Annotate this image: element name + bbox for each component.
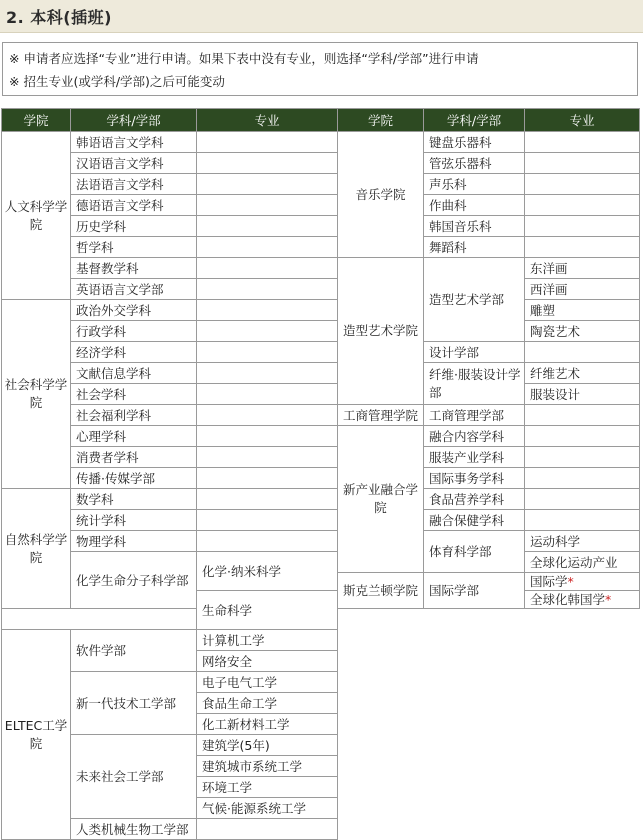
major-cell: 雕塑	[525, 300, 640, 321]
department-cell: 基督教学科	[71, 258, 197, 279]
major-cell	[197, 237, 338, 258]
department-cell: 文献信息学科	[71, 363, 197, 384]
major-cell	[197, 384, 338, 405]
major-cell	[197, 489, 338, 510]
major-cell	[197, 153, 338, 174]
header-major: 专业	[197, 109, 338, 132]
major-cell	[197, 426, 338, 447]
empty-area	[338, 630, 640, 840]
college-cell: 音乐学院	[338, 132, 424, 258]
major-cell	[525, 510, 640, 531]
major-cell: 运动科学	[525, 531, 640, 552]
table-row	[2, 426, 640, 447]
table-header-row	[2, 109, 640, 132]
department-cell: 韩国音乐科	[424, 216, 525, 237]
department-cell: 体育科学部	[424, 531, 525, 573]
table-row	[2, 258, 640, 279]
department-cell: 英语语言文学部	[71, 279, 197, 300]
department-cell: 经济学科	[71, 342, 197, 363]
college-cell: 造型艺术学院	[338, 258, 424, 405]
major-cell	[525, 426, 640, 447]
college-cell: 社会科学学院	[2, 300, 71, 489]
admissions-table	[1, 108, 640, 840]
major-cell	[197, 132, 338, 153]
section-title: 2. 本科(插班)	[6, 8, 112, 27]
department-cell: 物理学科	[71, 531, 197, 552]
major-cell: 全球化运动产业	[525, 552, 640, 573]
major-cell: 化学·纳米科学	[197, 552, 338, 591]
major-cell: 环境工学	[197, 777, 338, 798]
table-row	[2, 174, 640, 195]
department-cell: 人类机械生物工学部	[71, 819, 197, 840]
notice-line: ※ 招生专业(或学科/学部)之后可能变动	[9, 74, 225, 89]
table-row	[2, 153, 640, 174]
department-cell: 消费者学科	[71, 447, 197, 468]
department-cell: 舞蹈科	[424, 237, 525, 258]
table-row	[2, 510, 640, 531]
asterisk-mark: *	[605, 591, 612, 607]
department-cell: 设计学部	[424, 342, 525, 363]
major-cell	[197, 300, 338, 321]
table-row	[2, 237, 640, 258]
department-cell: 键盘乐器科	[424, 132, 525, 153]
major-cell: 服装设计	[525, 384, 640, 405]
major-cell	[197, 405, 338, 426]
header-college: 学院	[338, 109, 424, 132]
table-row	[2, 321, 640, 342]
table-row	[2, 279, 640, 300]
table-row	[2, 384, 640, 405]
department-cell: 韩语语言文学科	[71, 132, 197, 153]
table-row	[2, 468, 640, 489]
department-cell: 造型艺术学部	[424, 258, 525, 342]
department-cell: 服装产业学科	[424, 447, 525, 468]
department-cell: 国际事务学科	[424, 468, 525, 489]
department-cell: 管弦乐器科	[424, 153, 525, 174]
major-cell	[525, 216, 640, 237]
department-cell: 数学科	[71, 489, 197, 510]
major-cell	[197, 819, 338, 840]
major-cell: 东洋画	[525, 258, 640, 279]
header-major: 专业	[525, 109, 640, 132]
major-cell: 生命科学	[197, 591, 338, 630]
empty-area	[2, 609, 338, 630]
major-cell: 食品生命工学	[197, 693, 338, 714]
major-cell: 陶瓷艺术	[525, 321, 640, 342]
major-cell	[197, 468, 338, 489]
table-row	[2, 552, 640, 573]
college-cell: 人文科学学院	[2, 132, 71, 300]
department-cell: 作曲科	[424, 195, 525, 216]
department-cell: 新一代技术工学部	[71, 672, 197, 735]
major-cell	[197, 321, 338, 342]
major-cell	[525, 237, 640, 258]
college-cell: 自然科学学院	[2, 489, 71, 609]
department-cell: 统计学科	[71, 510, 197, 531]
department-cell: 历史学科	[71, 216, 197, 237]
major-cell	[197, 447, 338, 468]
major-cell	[197, 216, 338, 237]
major-cell	[197, 531, 338, 552]
department-cell: 声乐科	[424, 174, 525, 195]
major-cell: 纤维艺术	[525, 363, 640, 384]
table-row	[2, 132, 640, 153]
asterisk-mark: *	[567, 573, 574, 589]
department-cell: 汉语语言文学科	[71, 153, 197, 174]
department-cell: 心理学科	[71, 426, 197, 447]
major-cell	[525, 573, 640, 591]
department-cell: 社会福利学科	[71, 405, 197, 426]
department-cell: 工商管理学部	[424, 405, 525, 426]
department-cell: 传播·传媒学部	[71, 468, 197, 489]
department-cell: 法语语言文学科	[71, 174, 197, 195]
table-row	[2, 216, 640, 237]
department-cell: 融合内容学科	[424, 426, 525, 447]
notice-line: ※ 申请者应选择“专业”进行申请。如果下表中没有专业，则选择“学科/学部”进行申请	[9, 51, 479, 66]
major-cell	[197, 174, 338, 195]
department-cell: 食品营养学科	[424, 489, 525, 510]
department-cell: 社会学科	[71, 384, 197, 405]
department-cell: 哲学科	[71, 237, 197, 258]
major-cell	[525, 405, 640, 426]
department-cell: 融合保健学科	[424, 510, 525, 531]
major-cell	[525, 591, 640, 609]
table-row	[2, 195, 640, 216]
department-cell: 软件学部	[71, 630, 197, 672]
major-cell	[525, 132, 640, 153]
major-cell: 建筑城市系统工学	[197, 756, 338, 777]
department-cell: 行政学科	[71, 321, 197, 342]
table-row	[2, 405, 640, 426]
college-cell: 斯克兰顿学院	[338, 573, 424, 609]
major-cell	[197, 195, 338, 216]
major-cell: 建筑学(5年)	[197, 735, 338, 756]
major-text: 国际学	[530, 573, 568, 589]
major-cell	[197, 258, 338, 279]
department-cell: 政治外交学科	[71, 300, 197, 321]
major-cell: 气候·能源系统工学	[197, 798, 338, 819]
header-department: 学科/学部	[424, 109, 525, 132]
table-row	[2, 363, 640, 384]
table-row	[2, 447, 640, 468]
college-cell: 工商管理学院	[338, 405, 424, 426]
department-cell: 德语语言文学科	[71, 195, 197, 216]
college-cell: 新产业融合学院	[338, 426, 424, 573]
major-cell	[525, 174, 640, 195]
section-title-bar	[0, 0, 643, 33]
table-row	[2, 531, 640, 552]
table-row	[2, 489, 640, 510]
major-cell	[525, 153, 640, 174]
major-cell	[197, 363, 338, 384]
header-department: 学科/学部	[71, 109, 197, 132]
major-cell	[197, 279, 338, 300]
major-cell: 化工新材料工学	[197, 714, 338, 735]
major-cell	[197, 510, 338, 531]
department-cell: 化学生命分子科学部	[71, 552, 197, 609]
table-row	[2, 609, 640, 630]
major-cell: 电子电气工学	[197, 672, 338, 693]
department-cell: 纤维·服装设计学部	[424, 363, 525, 405]
college-cell: ELTEC工学院	[2, 630, 71, 840]
major-cell	[525, 195, 640, 216]
major-cell: 网络安全	[197, 651, 338, 672]
major-text: 全球化韩国学	[530, 591, 606, 607]
major-cell	[197, 342, 338, 363]
table-row	[2, 630, 640, 651]
notice-box	[2, 42, 638, 96]
department-cell: 国际学部	[424, 573, 525, 609]
major-cell: 计算机工学	[197, 630, 338, 651]
major-cell	[525, 468, 640, 489]
major-cell	[525, 447, 640, 468]
major-cell: 西洋画	[525, 279, 640, 300]
table-row	[2, 300, 640, 321]
header-college: 学院	[2, 109, 71, 132]
major-cell	[525, 489, 640, 510]
table-row	[2, 342, 640, 363]
major-cell	[525, 342, 640, 363]
department-cell: 未来社会工学部	[71, 735, 197, 819]
